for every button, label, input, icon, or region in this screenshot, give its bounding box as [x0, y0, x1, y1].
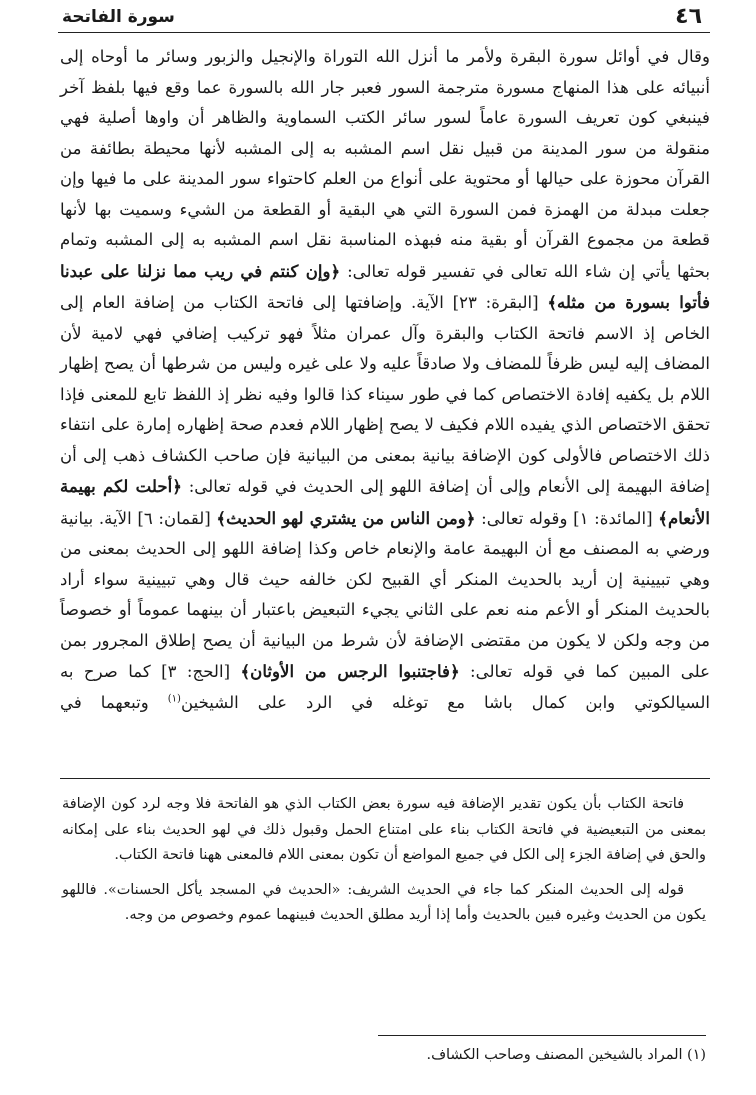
quran-quote-2: ﴿أحلت لكم بهيمة الأنعام﴾: [60, 476, 710, 528]
body-text-1: وقال في أوائل سورة البقرة ولأمر ما أنزل الله التوراة والإنجيل والزبور وسائر ما أوحاه إلى أنبيائه على هذا المنهاج مسورة مترجمة السور فعبر جار الله بالسورة عما وقع فيها بلفظ آخر فينبغي كون تعريف السورة عاماً لسور سائر الكتب السماوية والظاهر أن واوها أصلية فهي منقولة من سور المدينة من قبيل نقل اسم المشبه به إلى المشبه لأنها محيطة بطائفة من القرآن محوزة على حيالها أو محتوية على أنواع من العلم كاحتواء سور المدينة على ما فيها وإن جعلت مبدلة من الهمزة فمن السورة التي هي البقية أو القطعة من الشيء وسميت بها لأنها قطعة من مجموع القرآن أو بقية منه فبهذه المناسبة نقل اسم المشبه به إلى المشبه وتمام بحثها يأتي إن شاء الله تعالى في تفسير قوله تعالى:: [60, 47, 710, 281]
body-text-4: [لقمان: ٦] الآية. بيانية ورضي به المصنف مع أن البهيمة عامة والإنعام خاص وكذا إضافة اللهو إلى الحديث بمعنى من وهي تبيينية إن أريد بالحديث المنكر أي القبيح لكن خالفه حيث قال وهي تبيينية سواء أراد بالحديث المنكر أو الأعم منه نعم على الثاني يجيء التبعيض باعتبار أن بينهما عموماً أو خصوصاً من وجه ولكن لا يكون من مقتضى الإضافة لأن شرط من البيانية أن يصح إطلاق المجرور بمن على المبين كما في قوله تعالى:: [60, 508, 710, 681]
body-text-3: [المائدة: ١] وقوله تعالى:: [475, 508, 659, 528]
header-rule: [58, 32, 710, 33]
quran-quote-1: ﴿وإن كنتم في ريب مما نزلنا على عبدنا فأتوا بسورة من مثله﴾: [60, 260, 710, 312]
quran-quote-3: ﴿ومن الناس من يشتري لهو الحديث﴾: [216, 507, 476, 528]
page-number: ٤٦: [675, 4, 702, 29]
body-text-2: [البقرة: ٢٣] الآية. وإضافتها إلى فاتحة الكتاب من إضافة العام إلى الخاص إذ الاسم فاتحة الكتاب والبقرة وآل عمران مثلاً فهو تركيب إضافي فهي لامية لأن المضاف إليه ليس ظرفاً للمضاف ولا صادقاً عليه ولا على غيره وليس من شرطها أن يصح إظهار اللام بل يكفيه إفادة الاختصاص كما في طور سيناء كذا قالوا وفيه نظر إذ اللفظ تابع للمعنى فإذا تحقق الاختصاص الذي يفيده اللام فكيف لا يصح إظهار اللام فعدم صحة إظهاره إمارة على انتفاء ذلك الاختصاص فالأولى كون الإضافة بيانية بمعنى من البيانية فإن صاحب الكشاف ذهب إلى أن إضافة البهيمة إلى الأنعام وإلى أن إضافة اللهو إلى الحديث في قوله تعالى:: [60, 293, 710, 496]
body-text-5: [الحج: ٣] كما صرح به السيالكوتي وابن كمال باشا مع توغله في الرد على الشيخين: [60, 662, 710, 712]
footnote-rule: [378, 1035, 706, 1036]
main-text: [60, 42, 710, 718]
footnote-marker[interactable]: (١): [167, 692, 181, 704]
quran-quote-4: ﴿فاجتنبوا الرجس من الأوثان﴾: [240, 661, 460, 681]
page-header: [58, 2, 710, 32]
running-title: سورة الفاتحة: [62, 7, 175, 27]
footnote: (١) المراد بالشيخين المصنف وصاحب الكشاف.: [426, 1047, 706, 1063]
note-paragraph-2: قوله إلى الحديث المنكر كما جاء في الحديث الشريف: «الحديث في المسجد يأكل الحسنات». فاللهو يكون من الحديث وغيره فبين بالحديث وأما إذا أريد مطلق الحديث فبينهما عموم وخصوص من وجه.: [62, 881, 706, 923]
commentary-notes: [62, 792, 706, 929]
body-text-6: وتبعهما في: [60, 692, 168, 712]
notes-divider: [60, 778, 710, 779]
note-paragraph-1: فاتحة الكتاب بأن يكون تقدير الإضافة فيه سورة بعض الكتاب الذي هو الفاتحة فلا وجه لرد كون الإضافة بمعنى من التبعيضية في فاتحة الكتاب بناء على امتناع الحمل وقبول ذلك في لهو الحديث بناء على إمكانه والحق في إضافة الجزء إلى الكل في جميع المواضع أن تكون بمعنى اللام فالمعنى ههنا فاتحة الكتاب.: [62, 796, 706, 863]
body-paragraph: [60, 42, 710, 718]
